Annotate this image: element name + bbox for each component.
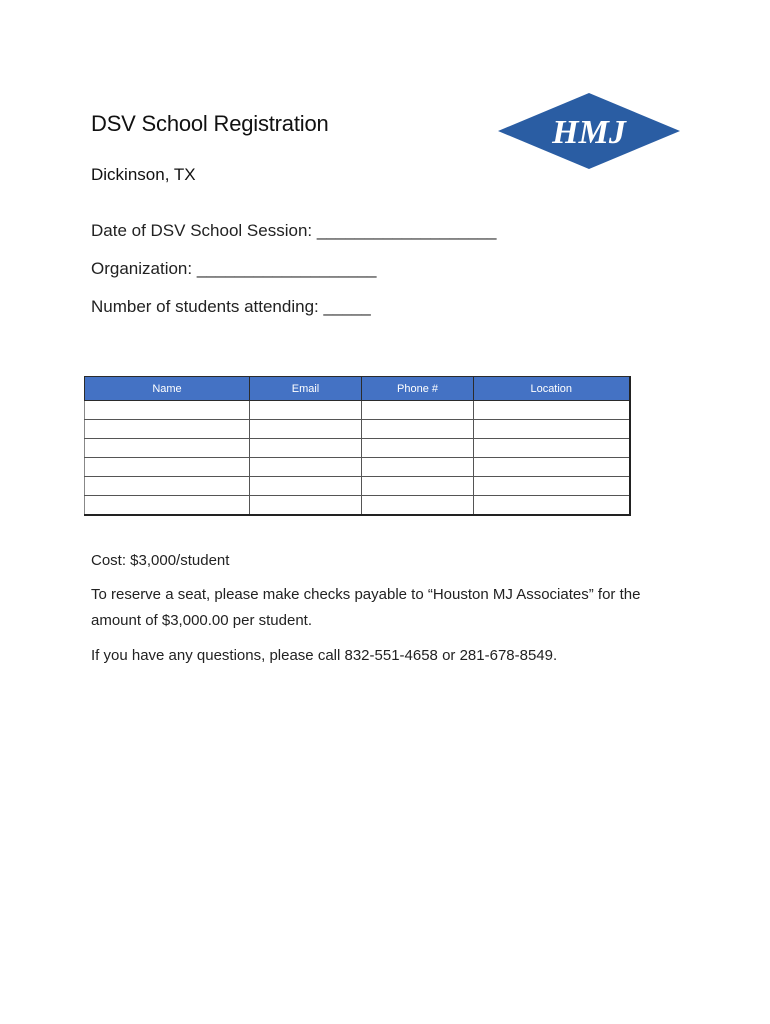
- reserve-line-1: To reserve a seat, please make checks payable to “Houston MJ Associates” for the: [91, 586, 641, 603]
- name-cell[interactable]: [85, 439, 250, 458]
- hmj-logo: [498, 93, 680, 169]
- name-cell[interactable]: [85, 458, 250, 477]
- table-row: [85, 420, 630, 439]
- table-row: [85, 458, 630, 477]
- location-cell[interactable]: [474, 458, 630, 477]
- students-count-field: Number of students attending: _____: [91, 297, 371, 316]
- name-cell[interactable]: [85, 420, 250, 439]
- phone-cell[interactable]: [362, 477, 474, 496]
- table-body: [85, 401, 630, 516]
- email-cell[interactable]: [250, 458, 362, 477]
- location-cell[interactable]: [474, 420, 630, 439]
- logo-text: HMJ: [552, 114, 626, 151]
- reserve-line-2: amount of $3,000.00 per student.: [91, 612, 312, 629]
- table-header-row: [85, 377, 630, 401]
- name-cell[interactable]: [85, 496, 250, 516]
- cost-text: Cost: $3,000/student: [91, 552, 230, 569]
- location-cell[interactable]: [474, 401, 630, 420]
- header-name: Name: [85, 377, 250, 401]
- name-cell[interactable]: [85, 401, 250, 420]
- phone-cell[interactable]: [362, 496, 474, 516]
- location-cell[interactable]: [474, 477, 630, 496]
- organization-field: Organization: ___________________: [91, 259, 377, 278]
- phone-cell[interactable]: [362, 439, 474, 458]
- session-date-field: Date of DSV School Session: ___________________: [91, 221, 497, 240]
- header-location: Location: [474, 377, 630, 401]
- questions-text: If you have any questions, please call 832-551-4658 or 281-678-8549.: [91, 647, 558, 664]
- email-cell[interactable]: [250, 401, 362, 420]
- header-email: Email: [250, 377, 362, 401]
- email-cell[interactable]: [250, 420, 362, 439]
- registration-table: [84, 376, 631, 516]
- header-phone: Phone #: [362, 377, 474, 401]
- phone-cell[interactable]: [362, 458, 474, 477]
- phone-cell[interactable]: [362, 401, 474, 420]
- table-row: [85, 477, 630, 496]
- email-cell[interactable]: [250, 496, 362, 516]
- email-cell[interactable]: [250, 439, 362, 458]
- table-row: [85, 496, 630, 516]
- phone-cell[interactable]: [362, 420, 474, 439]
- table-row: [85, 401, 630, 420]
- location-cell[interactable]: [474, 496, 630, 516]
- name-cell[interactable]: [85, 477, 250, 496]
- page-title: DSV School Registration: [91, 111, 329, 136]
- location-cell[interactable]: [474, 439, 630, 458]
- table-row: [85, 439, 630, 458]
- location-subtitle: Dickinson, TX: [91, 165, 196, 184]
- reserve-text: [91, 582, 691, 634]
- email-cell[interactable]: [250, 477, 362, 496]
